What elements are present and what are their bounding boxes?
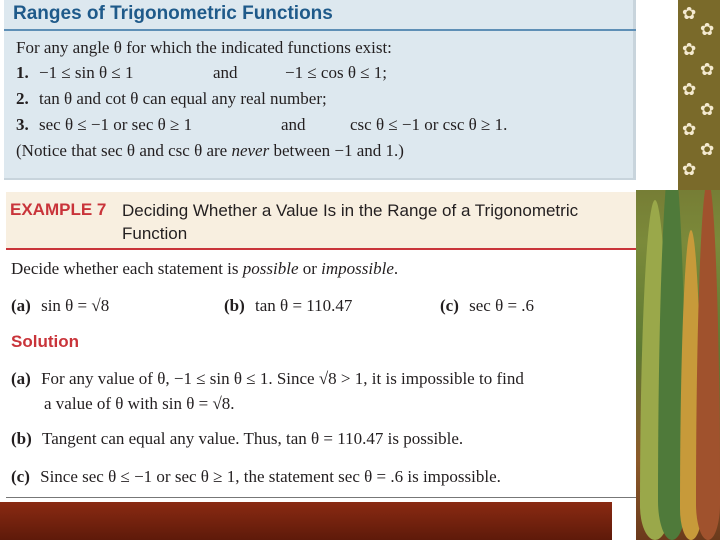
prompt-possible: possible	[242, 259, 299, 278]
example-label: EXAMPLE 7	[10, 200, 107, 219]
bottom-bar	[0, 502, 612, 540]
part-label: (a)	[11, 296, 31, 315]
sec-range: sec θ ≤ −1 or sec θ ≥ 1	[39, 115, 193, 134]
flower-icon: ✿	[682, 40, 697, 60]
ranges-intro-text: For any angle θ for which the indicated functions exist:	[16, 38, 392, 57]
ranges-notice	[16, 141, 404, 161]
flower-icon: ✿	[700, 60, 715, 80]
ranges-item-1-cos	[285, 63, 387, 83]
solution-a	[11, 369, 524, 389]
ranges-item-1	[16, 63, 133, 83]
part-label: (c)	[11, 467, 30, 486]
part-label: (a)	[11, 369, 31, 388]
ranges-title: Ranges of Trigonometric Functions	[13, 3, 333, 24]
ranges-box	[4, 0, 636, 180]
flower-icon: ✿	[700, 140, 715, 160]
solution-a-line1: For any value of θ, −1 ≤ sin θ ≤ 1. Since √8 > 1, it is impossible to find	[41, 369, 524, 388]
example-prompt	[11, 259, 398, 279]
solution-c-text: Since sec θ ≤ −1 or sec θ ≥ 1, the statement sec θ = .6 is impossible.	[40, 467, 501, 486]
part-c-expr: sec θ = .6	[469, 296, 535, 315]
part-label: (c)	[440, 296, 459, 315]
white-gap	[636, 0, 678, 190]
example-part-b	[224, 296, 352, 316]
prompt-or: or	[298, 259, 322, 278]
part-a-expr: sin θ = √8	[41, 296, 110, 315]
ranges-item-3-and	[281, 115, 306, 135]
flower-icon: ✿	[700, 20, 715, 40]
solution-label: Solution	[11, 332, 79, 351]
tan-cot-text: tan θ and cot θ can equal any real number;	[39, 89, 327, 108]
item-number: 2.	[16, 89, 29, 108]
bottom-rule	[6, 497, 636, 498]
prompt-pre: Decide whether each statement is	[11, 259, 243, 278]
item-number: 1.	[16, 63, 29, 82]
example-part-c	[440, 296, 534, 316]
solution-b	[11, 429, 463, 449]
part-label: (b)	[11, 429, 32, 448]
solution-c	[11, 467, 501, 487]
part-b-expr: tan θ = 110.47	[255, 296, 353, 315]
cos-range: −1 ≤ cos θ ≤ 1;	[285, 63, 388, 82]
example-part-a	[11, 296, 109, 316]
notice-pre: (Notice that sec θ and csc θ are	[16, 141, 232, 160]
example-header	[6, 192, 636, 250]
flower-icon: ✿	[682, 4, 697, 24]
notice-never: never	[231, 141, 270, 160]
item-number: 3.	[16, 115, 29, 134]
sin-range: −1 ≤ sin θ ≤ 1	[39, 63, 134, 82]
solution-a-continued	[44, 394, 235, 414]
csc-range: csc θ ≤ −1 or csc θ ≥ 1.	[350, 115, 508, 134]
flower-icon: ✿	[682, 80, 697, 100]
and-text: and	[213, 63, 238, 82]
ranges-intro	[16, 38, 392, 58]
ranges-item-3-csc	[350, 115, 507, 135]
ranges-item-3	[16, 115, 192, 135]
ranges-item-2	[16, 89, 327, 109]
prompt-end: .	[393, 259, 399, 278]
solution-b-text: Tangent can equal any value. Thus, tan θ = 110.47 is possible.	[42, 429, 464, 448]
ranges-title-rule	[4, 29, 636, 31]
solution-a-line2: a value of θ with sin θ = √8.	[44, 394, 235, 413]
leaf-decoration	[696, 180, 720, 540]
example-title: Deciding Whether a Value Is in the Range of a Trigonometric Function	[122, 201, 579, 243]
part-label: (b)	[224, 296, 245, 315]
ranges-item-1-and	[213, 63, 238, 83]
notice-post: between −1 and 1.)	[269, 141, 404, 160]
flower-icon: ✿	[682, 160, 697, 180]
prompt-impossible: impossible	[321, 259, 394, 278]
floral-pattern-panel	[678, 0, 720, 190]
flower-icon: ✿	[682, 120, 697, 140]
and-text: and	[281, 115, 306, 134]
flower-icon: ✿	[700, 100, 715, 120]
